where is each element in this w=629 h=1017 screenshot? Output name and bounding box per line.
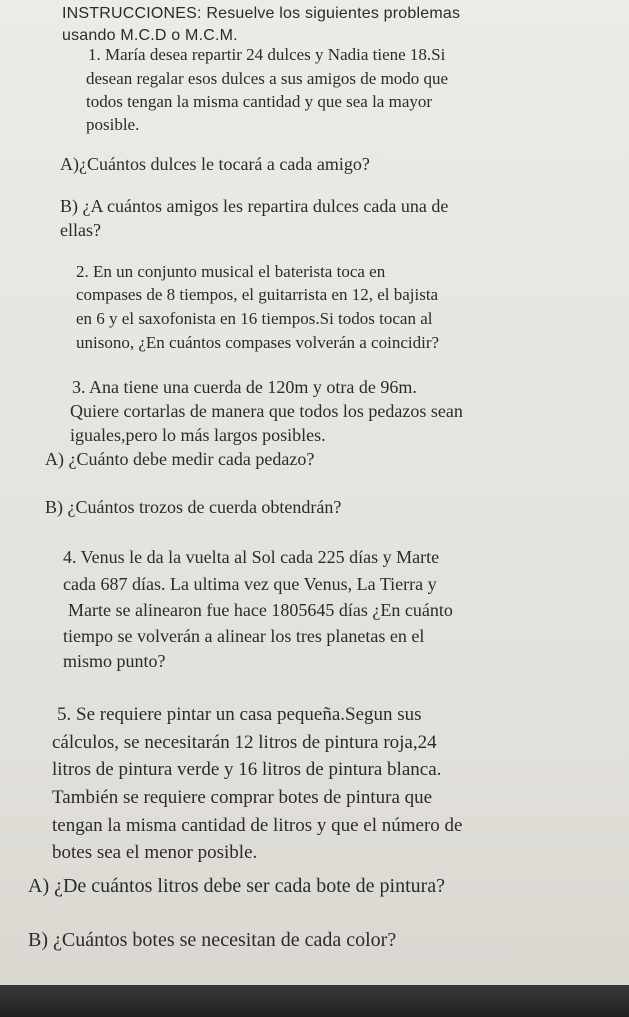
problem-4-line-3: Marte se alinearon fue hace 1805645 días ¿En cuánto	[68, 600, 453, 620]
problem-1-question-b-line-2: ellas?	[60, 220, 101, 240]
problem-1-question-a: A)¿Cuántos dulces le tocará a cada amigo?	[60, 154, 370, 174]
problem-3-question-b: B) ¿Cuántos trozos de cuerda obtendrán?	[45, 497, 342, 517]
problem-1-line-4: posible.	[86, 115, 140, 134]
instructions-line-2: usando M.C.D o M.C.M.	[62, 27, 238, 44]
problem-2-line-3: en 6 y el saxofonista en 16 tiempos.Si todos tocan al	[76, 309, 433, 328]
problem-1-line-2: desean regalar esos dulces a sus amigos de modo que	[86, 69, 449, 88]
problem-5-line-2: cálculos, se necesitarán 12 litros de pintura roja,24	[52, 732, 437, 753]
problem-3-line-3: iguales,pero lo más largos posibles.	[70, 425, 326, 445]
problem-5-line-3: litros de pintura verde y 16 litros de pintura blanca.	[52, 759, 442, 780]
instructions-line-1: INSTRUCCIONES: Resuelve los siguientes problemas	[62, 5, 461, 22]
problem-2-line-1: 2. En un conjunto musical el baterista toca en	[76, 262, 386, 281]
problem-5-line-6: botes sea el menor posible.	[52, 842, 258, 863]
problem-4-line-5: mismo punto?	[63, 651, 166, 671]
problem-1-line-1: 1. María desea repartir 24 dulces y Nadia tiene 18.Si	[88, 45, 446, 64]
problem-5-line-1: 5. Se requiere pintar un casa pequeña.Segun sus	[57, 704, 422, 725]
problem-3-line-2: Quiere cortarlas de manera que todos los pedazos sean	[70, 401, 463, 421]
problem-4-line-4: tiempo se volverán a alinear los tres planetas en el	[63, 626, 425, 646]
problem-2-line-2: compases de 8 tiempos, el guitarrista en 12, el bajista	[76, 285, 439, 304]
problem-3-line-1: 3. Ana tiene una cuerda de 120m y otra de 96m.	[72, 377, 417, 397]
problem-5-question-a: A) ¿De cuántos litros debe ser cada bote de pintura?	[28, 875, 446, 897]
problem-5-question-b: B) ¿Cuántos botes se necesitan de cada color?	[28, 929, 397, 951]
problem-3-question-a: A) ¿Cuánto debe medir cada pedazo?	[45, 449, 315, 469]
problem-4-line-2: cada 687 días. La ultima vez que Venus, La Tierra y	[63, 574, 437, 594]
problem-5-line-5: tengan la misma cantidad de litros y que el número de	[52, 815, 463, 836]
problem-4-line-1: 4. Venus le da la vuelta al Sol cada 225 días y Marte	[63, 547, 440, 567]
problem-5-line-4: También se requiere comprar botes de pintura que	[52, 787, 433, 808]
problem-1-line-3: todos tengan la misma cantidad y que sea la mayor	[86, 92, 433, 111]
desk-surface	[0, 985, 629, 1017]
problem-1-question-b-line-1: B) ¿A cuántos amigos les repartira dulces cada una de	[60, 196, 449, 216]
problem-2-line-4: unisono, ¿En cuántos compases volverán a coincidir?	[76, 333, 440, 352]
